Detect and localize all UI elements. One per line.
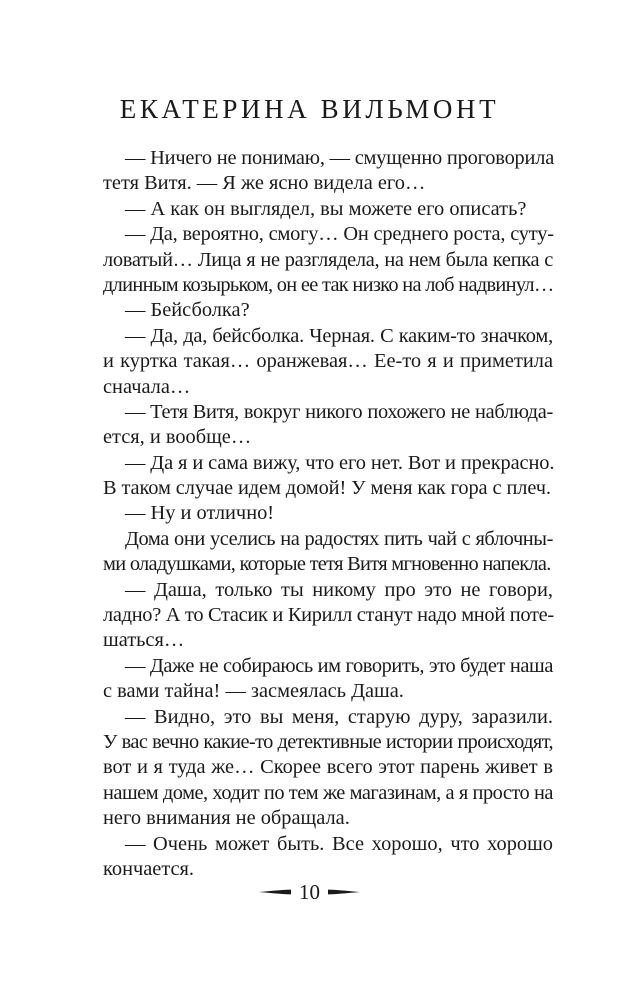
text-line: нашем доме, ходит по тем же магазинам, а я просто на — [103, 781, 553, 804]
text-line: В таком случае идем домой! У меня как гора с плеч. — [103, 477, 551, 500]
running-head-author: ЕКАТЕРИНА ВИЛЬМОНТ — [119, 94, 500, 124]
text-line: — Ну и отлично! — [125, 502, 275, 525]
text-line: — Ничего не понимаю, — смущенно проговорила — [125, 147, 555, 169]
text-line: ладно? А то Стасик и Кирилл станут надо мной поте- — [103, 604, 554, 627]
text-line: Дома они уселись на радостях пить чай с яблочны- — [125, 527, 553, 550]
text-line: него внимания не обращала. — [103, 807, 350, 830]
text-line: длинным козырьком, он ее так низко на лоб надвинул… — [103, 273, 554, 296]
text-line: — А как он выглядел, вы можете его описать? — [125, 197, 527, 220]
text-line: — Тетя Витя, вокруг никого похожего не наблюда- — [125, 400, 553, 423]
left-ornament-icon — [259, 888, 291, 896]
text-line: кончается. — [103, 857, 195, 880]
page-number: 10 — [299, 880, 320, 904]
text-line: с вами тайна! — засмеялась Даша. — [103, 680, 404, 703]
text-line: — Даша, только ты никому про это не говори, — [125, 578, 553, 601]
text-line: У вас вечно какие-то детективные истории происходят, — [103, 730, 553, 753]
body-text — [103, 146, 553, 882]
text-line: — Да, да, бейсболка. Черная. С каким-то значком, — [125, 324, 553, 347]
text-line: — Бейсболка? — [125, 299, 250, 322]
text-line: тетя Витя. — Я же ясно видела его… — [103, 172, 426, 195]
right-ornament-icon — [328, 888, 360, 896]
text-line: сначала… — [103, 375, 191, 398]
text-line: — Даже не собираюсь им говорить, это будет наша — [125, 654, 553, 677]
page-folio — [0, 880, 619, 904]
text-line: ми оладушками, которые тетя Витя мгновенно напекла. — [103, 553, 551, 576]
text-line: шаться… — [103, 629, 185, 652]
text-line: ловатый… Лица я не разглядела, на нем была кепка с — [103, 248, 553, 271]
text-line: — Да я и сама вижу, что его нет. Вот и прекрасно. — [125, 451, 555, 474]
text-line: и куртка такая… оранжевая… Ее-то я и приметила — [103, 350, 553, 373]
text-line: — Очень может быть. Все хорошо, что хорошо — [125, 832, 553, 855]
text-line: — Видно, это вы меня, старую дуру, заразили. — [125, 705, 553, 728]
text-line: ется, и вообще… — [103, 426, 252, 449]
text-line: вот и я туда же… Скорее всего этот парень живет в — [103, 756, 553, 779]
text-line: — Да, вероятно, смогу… Он среднего роста, суту- — [125, 223, 554, 246]
